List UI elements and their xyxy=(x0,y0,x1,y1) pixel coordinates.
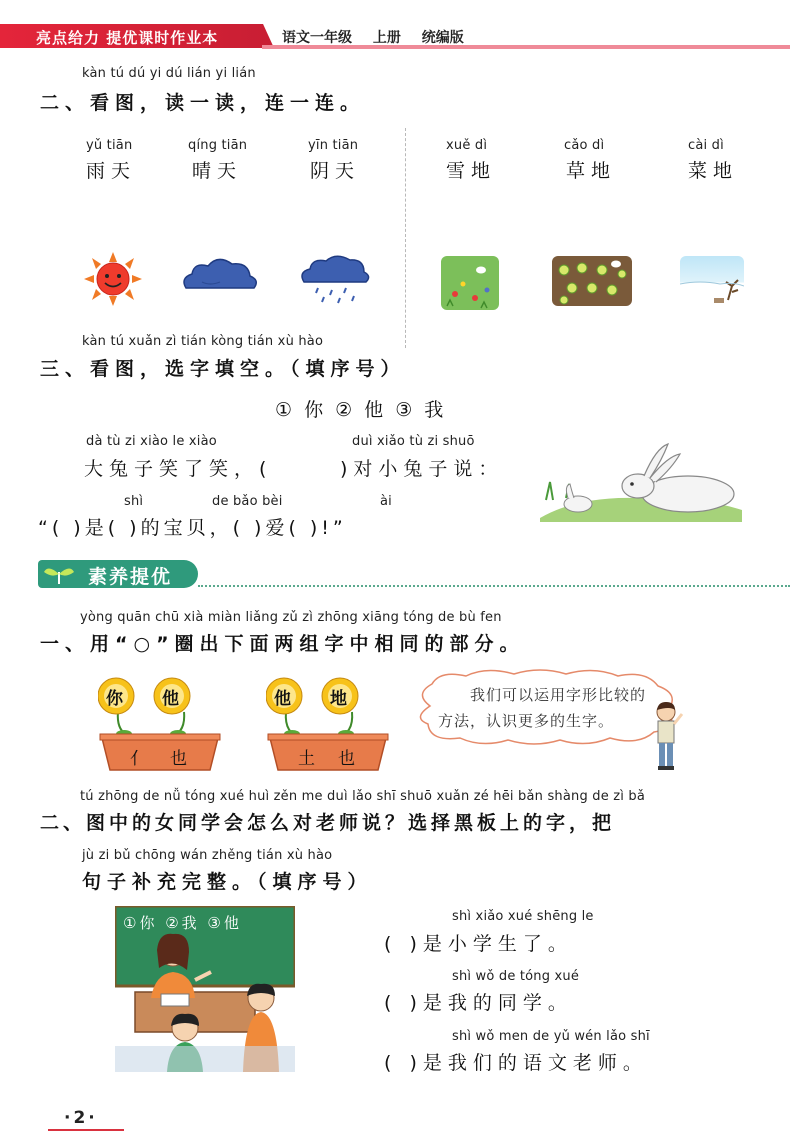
s3-pinyin: kàn tú xuǎn zì tián kòng tián xù hào xyxy=(82,334,324,349)
section-band-rule xyxy=(198,585,790,587)
t2-pinyin1: tú zhōng de nǚ tóng xué huì zěn me duì lǎo shī shuō xuǎn zé hēi bǎn shàng de zì bǎ xyxy=(80,789,646,804)
subject-label: 语文一年级 xyxy=(282,30,352,46)
sentence-pinyin: shì wǒ de tóng xué xyxy=(452,969,580,984)
grass-field-image[interactable] xyxy=(441,256,499,310)
page-number: ·2· xyxy=(64,1108,98,1128)
t2-pinyin2: jù zi bǔ chōng wán zhěng tián xù hào xyxy=(82,848,333,863)
pot-part: 也 xyxy=(170,749,187,769)
word-pinyin: yǔ tiān xyxy=(86,138,133,153)
word-hanzi: 晴天 xyxy=(192,160,243,182)
sentence: ( )是小学生了。 xyxy=(384,933,573,955)
s3-line2: “( )是( )的宝贝，( )爱( )!” xyxy=(38,517,347,539)
word-hanzi: 阴天 xyxy=(310,160,361,182)
s3-line2-pinyin: de bǎo bèi xyxy=(212,494,283,509)
sprout-icon xyxy=(42,562,76,586)
sun-icon[interactable] xyxy=(84,252,142,306)
word-hanzi: 草地 xyxy=(566,160,617,182)
flower-char: 他 xyxy=(274,689,291,709)
word-pinyin: qíng tiān xyxy=(188,138,248,153)
vegetable-field-image[interactable] xyxy=(552,256,632,306)
snow-field-image[interactable] xyxy=(680,256,744,308)
word-pinyin: cǎo dì xyxy=(564,138,605,153)
s2-pinyin: kàn tú dú yi dú lián yi lián xyxy=(82,66,256,81)
s3-options: ① 你 ② 他 ③ 我 xyxy=(275,399,447,421)
edition-label: 统编版 xyxy=(421,30,464,46)
flower-pot-1 xyxy=(98,676,222,774)
word-hanzi: 雪地 xyxy=(446,160,497,182)
s3-line2-pinyin: ài xyxy=(380,494,392,509)
cloud-icon[interactable] xyxy=(180,254,260,294)
t1-pinyin: yòng quān chū xià miàn liǎng zǔ zì zhōng xiāng tóng de bù fen xyxy=(80,610,502,625)
s3-title: 三、看图，选字填空。（填序号） xyxy=(40,358,406,380)
flower-char: 他 xyxy=(162,689,179,709)
speech-cloud xyxy=(410,668,682,746)
boy-figure xyxy=(650,700,686,772)
t1-title: 一、用“○”圈出下面两组字中相同的部分。 xyxy=(40,633,525,655)
t2-line2: 句子补充完整。（填序号） xyxy=(82,871,373,893)
cloud-text-line: 方法，认识更多的生字。 xyxy=(438,712,615,730)
brand-title: 亮点给力 提优课时作业本 xyxy=(36,29,219,47)
page-header xyxy=(0,0,790,50)
flower-pot-2 xyxy=(266,676,390,774)
pot-part: 土 xyxy=(298,749,315,769)
word-hanzi: 菜地 xyxy=(688,160,739,182)
s3-line1-pinyin: duì xiǎo tù zi shuō xyxy=(352,434,475,449)
sentence-pinyin: shì xiǎo xué shēng le xyxy=(452,909,594,924)
volume-label: 上册 xyxy=(372,30,401,46)
s3-line1-pinyin: dà tù zi xiào le xiào xyxy=(86,434,217,449)
book-info xyxy=(282,27,480,47)
word-pinyin: cài dì xyxy=(688,138,724,153)
sentence-pinyin: shì wǒ men de yǔ wén lǎo shī xyxy=(452,1029,650,1044)
t2-line1: 二、图中的女同学会怎么对老师说？选择黑板上的字，把 xyxy=(40,812,616,834)
flower-char: 地 xyxy=(330,689,347,709)
s3-line1-right: )对小兔子说： xyxy=(340,458,504,480)
rain-cloud-icon[interactable] xyxy=(298,252,372,304)
divider xyxy=(405,128,406,348)
cloud-text-line: 我们可以运用字形比较的 xyxy=(470,686,647,704)
footer-rule xyxy=(48,1129,124,1131)
flower-char: 你 xyxy=(106,689,123,709)
blackboard-text: ①你 ②我 ③他 xyxy=(123,914,242,932)
sentence: ( )是我们的语文老师。 xyxy=(384,1052,648,1074)
sentence: ( )是我的同学。 xyxy=(384,992,573,1014)
s2-title: 二、看图，读一读，连一连。 xyxy=(40,92,366,114)
section-band-label: 素养提优 xyxy=(88,566,173,588)
word-pinyin: yīn tiān xyxy=(308,138,359,153)
s3-line1-left: 大兔子笑了笑，( xyxy=(84,458,273,480)
word-pinyin: xuě dì xyxy=(446,138,488,153)
rabbits-illustration xyxy=(538,440,744,522)
pot-part: 也 xyxy=(338,749,355,769)
classroom-illustration xyxy=(115,906,295,1072)
word-hanzi: 雨天 xyxy=(86,160,137,182)
pot-part: 亻 xyxy=(130,749,147,769)
s3-line2-pinyin: shì xyxy=(124,494,144,509)
